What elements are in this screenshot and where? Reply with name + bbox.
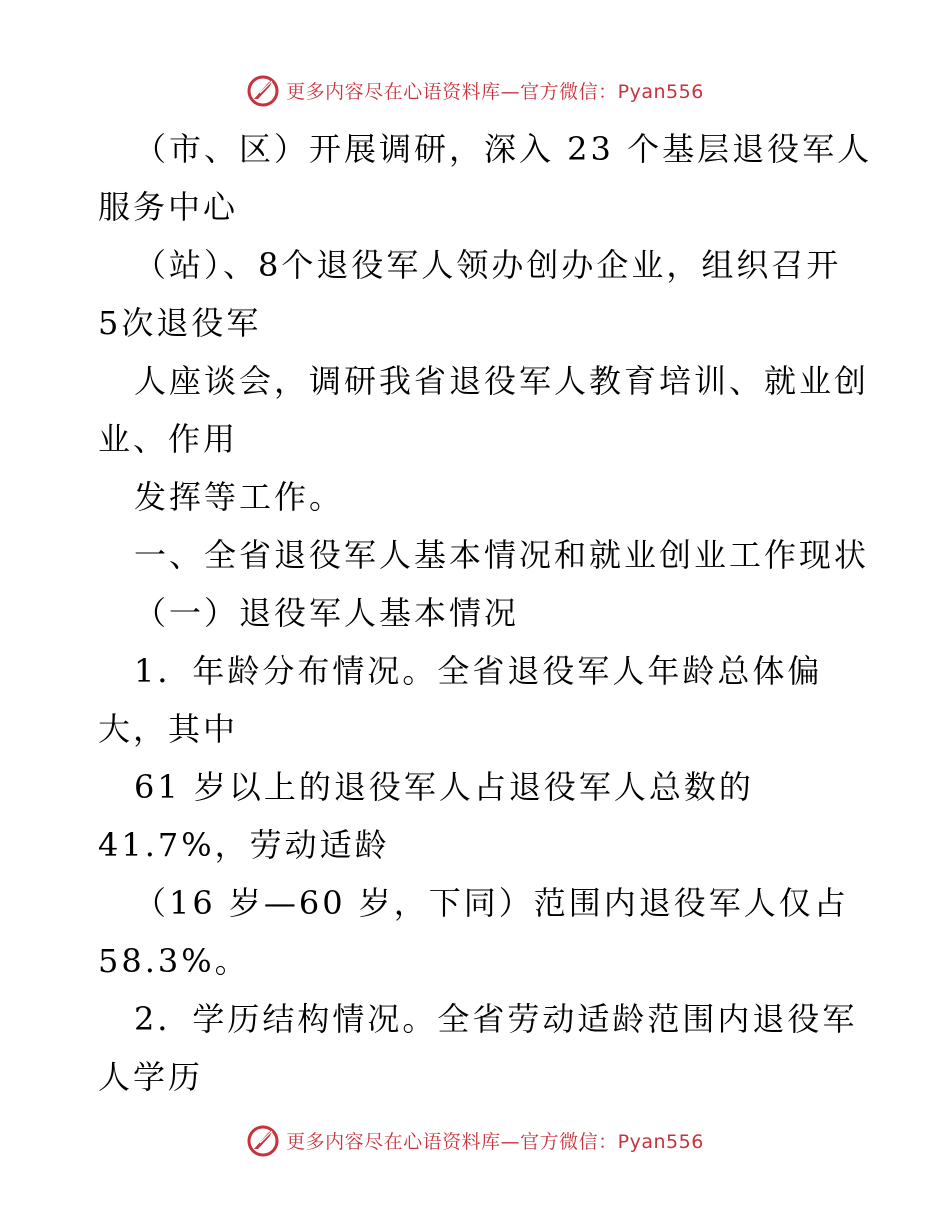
text-line: 大，其中 bbox=[98, 710, 239, 748]
quill-logo-icon bbox=[246, 1123, 280, 1157]
text-line: 61 岁以上的退役军人占退役军人总数的 bbox=[134, 768, 754, 806]
text-line: 5次退役军 bbox=[98, 304, 262, 342]
section-heading: 一、全省退役军人基本情况和就业创业工作现状 bbox=[134, 536, 870, 574]
text-line: 业、作用 bbox=[98, 420, 239, 458]
text-line: （16 岁—60 岁，下同）范围内退役军人仅占 bbox=[134, 884, 849, 922]
text-line: 1．年龄分布情况。全省退役军人年龄总体偏 bbox=[134, 652, 823, 690]
text-line: 服务中心 bbox=[98, 188, 239, 226]
text-line: 人学历 bbox=[98, 1058, 204, 1096]
text-line: 58.3%。 bbox=[98, 942, 250, 980]
watermark-text: 更多内容尽在心语资料库—官方微信：Pyan556 bbox=[286, 80, 704, 103]
text-line: 41.7%，劳动适龄 bbox=[98, 826, 390, 864]
text-line: （市、区）开展调研，深入 23 个基层退役军人 bbox=[134, 130, 873, 168]
watermark-text: 更多内容尽在心语资料库—官方微信：Pyan556 bbox=[286, 1130, 704, 1153]
text-line: 2．学历结构情况。全省劳动适龄范围内退役军 bbox=[134, 1000, 858, 1038]
header-watermark bbox=[0, 70, 950, 110]
footer-watermark bbox=[0, 1120, 950, 1160]
text-line: 发挥等工作。 bbox=[134, 478, 345, 516]
text-line: 人座谈会，调研我省退役军人教育培训、就业创 bbox=[134, 362, 870, 400]
quill-logo-icon bbox=[246, 73, 280, 107]
text-line: （站）、8个退役军人领办创办企业，组织召开 bbox=[134, 246, 842, 284]
subsection-heading: （一）退役军人基本情况 bbox=[134, 594, 520, 632]
